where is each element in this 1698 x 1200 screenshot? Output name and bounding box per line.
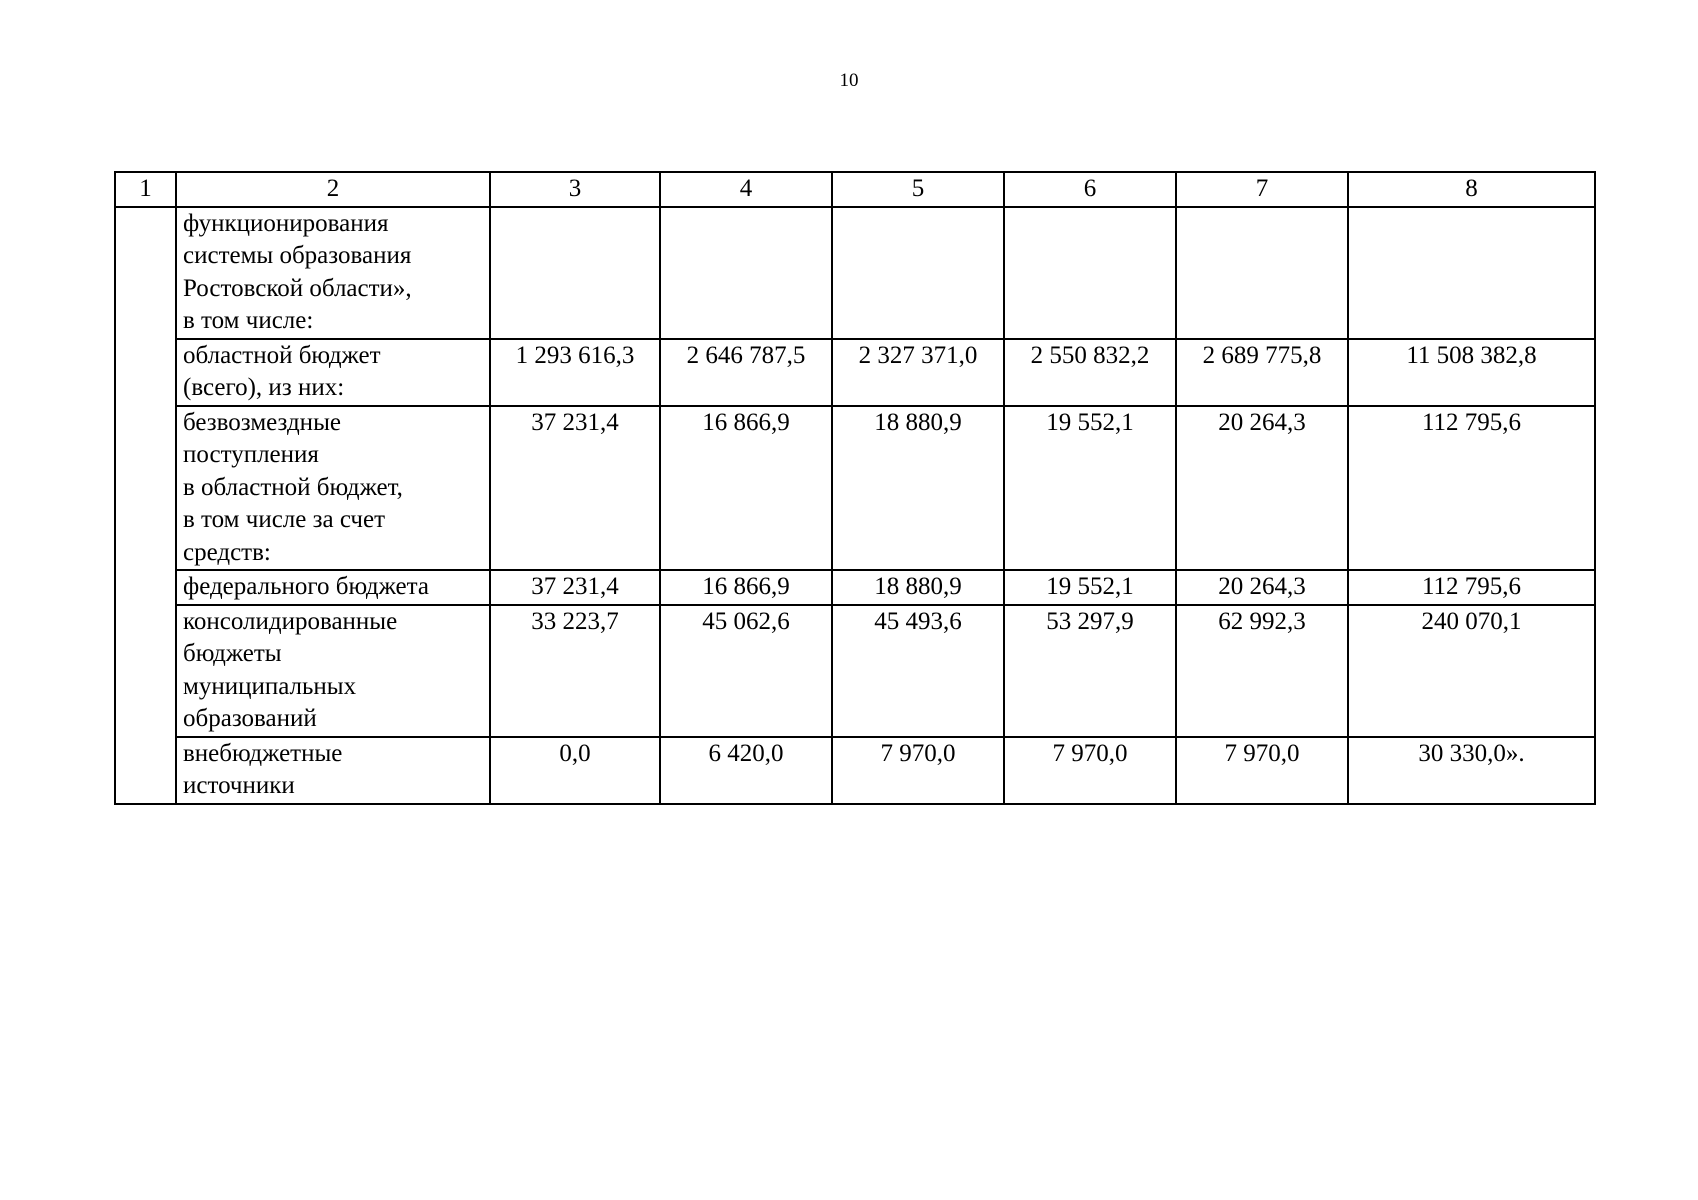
table-body	[115, 207, 1595, 804]
value-cell: 20 264,3	[1176, 406, 1348, 571]
table-row	[115, 406, 1595, 571]
row-label-cell	[176, 605, 490, 737]
row-label-line: федерального бюджета	[183, 573, 429, 600]
value-cell: 7 970,0	[832, 737, 1004, 804]
column-header: 4	[660, 172, 832, 207]
row-label-line: муниципальных	[183, 672, 357, 700]
value-cell: 62 992,3	[1176, 605, 1348, 737]
value-cell: 0,0	[490, 737, 660, 804]
value-cell: 45 493,6	[832, 605, 1004, 737]
row-label-line: бюджеты	[183, 640, 282, 667]
row-label-line: безвозмездные	[183, 408, 341, 436]
value-cell: 33 223,7	[490, 605, 660, 737]
value-cell: 16 866,9	[660, 570, 832, 605]
value-cell: 11 508 382,8	[1348, 339, 1595, 406]
row-label-line: функционирования	[183, 209, 389, 237]
value-cell: 2 550 832,2	[1004, 339, 1176, 406]
value-cell: 7 970,0	[1004, 737, 1176, 804]
value-cell: 16 866,9	[660, 406, 832, 571]
value-cell: 240 070,1	[1348, 605, 1595, 737]
value-cell	[660, 207, 832, 339]
column-header: 5	[832, 172, 1004, 207]
row-label-cell	[176, 406, 490, 571]
row-label-line: областной бюджет	[183, 341, 381, 369]
row-label-line: системы образования	[183, 242, 412, 269]
budget-table	[114, 171, 1596, 805]
value-cell: 2 689 775,8	[1176, 339, 1348, 406]
row-label-cell	[176, 339, 490, 406]
value-cell: 2 646 787,5	[660, 339, 832, 406]
row-label-line: внебюджетные	[183, 739, 343, 767]
value-cell: 37 231,4	[490, 570, 660, 605]
value-cell: 1 293 616,3	[490, 339, 660, 406]
row-label-line: (всего), из них:	[183, 374, 345, 401]
value-cell	[1176, 207, 1348, 339]
value-cell: 18 880,9	[832, 406, 1004, 571]
row-label-line: средств:	[183, 538, 271, 566]
column-header: 8	[1348, 172, 1595, 207]
value-cell	[490, 207, 660, 339]
value-cell: 112 795,6	[1348, 570, 1595, 605]
value-cell	[1004, 207, 1176, 339]
value-cell: 30 330,0».	[1348, 737, 1595, 804]
row-label-line: образований	[183, 705, 317, 732]
value-cell	[832, 207, 1004, 339]
value-cell: 37 231,4	[490, 406, 660, 571]
row-label-line: консолидированные	[183, 607, 398, 635]
value-cell: 53 297,9	[1004, 605, 1176, 737]
column-header: 1	[115, 172, 176, 207]
value-cell: 7 970,0	[1176, 737, 1348, 804]
value-cell: 19 552,1	[1004, 406, 1176, 571]
table-row	[115, 605, 1595, 737]
row-label-line: в областной бюджет,	[183, 473, 403, 501]
value-cell: 19 552,1	[1004, 570, 1176, 605]
value-cell: 6 420,0	[660, 737, 832, 804]
table-row	[115, 570, 1595, 605]
row-label-line: Ростовской области»,	[183, 274, 412, 302]
table-row	[115, 207, 1595, 339]
value-cell: 18 880,9	[832, 570, 1004, 605]
row-label-cell	[176, 737, 490, 804]
table-row	[115, 339, 1595, 406]
value-cell: 20 264,3	[1176, 570, 1348, 605]
value-cell: 45 062,6	[660, 605, 832, 737]
row-label-cell	[176, 207, 490, 339]
column-header: 3	[490, 172, 660, 207]
row-label-line: источники	[183, 772, 295, 799]
row-label-cell	[176, 570, 490, 605]
column-header: 7	[1176, 172, 1348, 207]
table-row	[115, 737, 1595, 804]
row-label-line: в том числе за счет	[183, 506, 386, 533]
row-number-cell	[115, 207, 176, 804]
value-cell: 2 327 371,0	[832, 339, 1004, 406]
page-number: 10	[839, 70, 859, 91]
value-cell	[1348, 207, 1595, 339]
row-label-line: поступления	[183, 441, 319, 468]
header-row	[115, 172, 1595, 207]
row-label-line: в том числе:	[183, 307, 314, 334]
value-cell: 112 795,6	[1348, 406, 1595, 571]
column-header: 6	[1004, 172, 1176, 207]
column-header: 2	[176, 172, 490, 207]
